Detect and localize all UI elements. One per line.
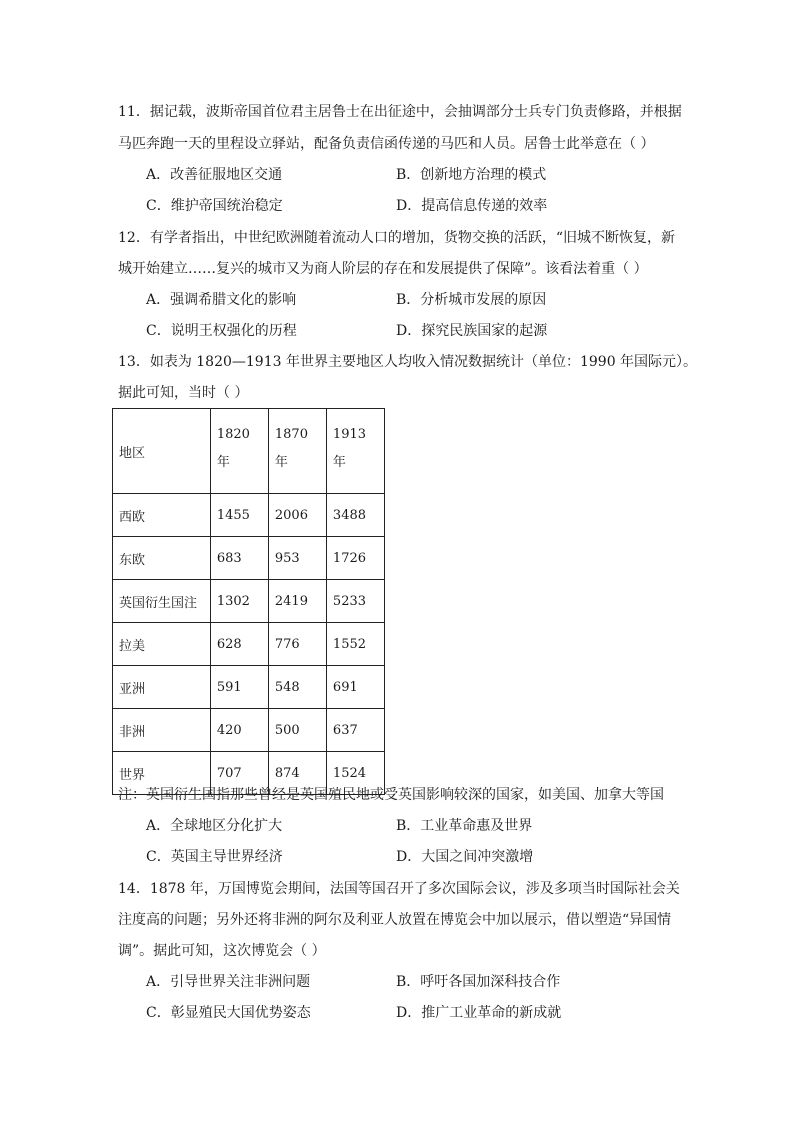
- q14-stem-line2: 注度高的问题；另外还将非洲的阿尔及利亚人放置在博览会中加以展示，借以塑造“异国情: [118, 912, 672, 928]
- header-1820: 1820 年: [210, 409, 268, 494]
- table-row: [113, 623, 385, 666]
- q11-option-d: D．提高信息传递的效率: [396, 198, 548, 214]
- cell-region: 英国衍生国注: [113, 580, 211, 623]
- cell-region: 世界: [113, 752, 211, 795]
- table-header-row: [113, 409, 385, 494]
- q12-stem-line2: 城开始建立……复兴的城市又为商人阶层的存在和发展提供了保障”。该看法着重（ ）: [118, 261, 648, 277]
- q11-option-b: B．创新地方治理的模式: [396, 167, 547, 183]
- cell-1820: 1302: [210, 580, 268, 623]
- table-row: [113, 580, 385, 623]
- q12-option-a: A．强调希腊文化的影响: [146, 292, 297, 308]
- cell-1870: 953: [268, 537, 326, 580]
- cell-1870: 500: [268, 709, 326, 752]
- cell-1870: 776: [268, 623, 326, 666]
- cell-1913: 5233: [326, 580, 384, 623]
- cell-1913: 691: [326, 666, 384, 709]
- cell-1870: 2419: [268, 580, 326, 623]
- q14-option-b: B．呼吁各国加深科技合作: [396, 974, 561, 990]
- cell-region: 西欧: [113, 494, 211, 537]
- q14-option-c: C．彰显殖民大国优势姿态: [146, 1005, 311, 1021]
- header-1870: 1870 年: [268, 409, 326, 494]
- cell-1870: 2006: [268, 494, 326, 537]
- q14-stem-line3: 调”。据此可知，这次博览会（ ）: [118, 943, 326, 959]
- q13-stem-line2: 据此可知，当时（ ）: [118, 385, 249, 401]
- table-row: [113, 666, 385, 709]
- cell-1820: 591: [210, 666, 268, 709]
- q12-stem-line1: 12．有学者指出，中世纪欧洲随着流动人口的增加，货物交换的活跃，“旧城不断恢复，新: [118, 230, 675, 246]
- cell-region: 非洲: [113, 709, 211, 752]
- q12-option-c: C．说明王权强化的历程: [146, 323, 297, 339]
- income-table: [112, 408, 385, 795]
- cell-1820: 707: [210, 752, 268, 795]
- q13-option-a: A．全球地区分化扩大: [146, 818, 283, 834]
- cell-region: 拉美: [113, 623, 211, 666]
- header-1913: 1913 年: [326, 409, 384, 494]
- q12-option-d: D．探究民族国家的起源: [396, 323, 548, 339]
- cell-1820: 1455: [210, 494, 268, 537]
- cell-1820: 420: [210, 709, 268, 752]
- q14-option-d: D．推广工业革命的新成就: [396, 1005, 562, 1021]
- q11-option-c: C．维护帝国统治稳定: [146, 198, 283, 214]
- table-row: [113, 537, 385, 580]
- cell-1820: 628: [210, 623, 268, 666]
- cell-1913: 1552: [326, 623, 384, 666]
- cell-1820: 683: [210, 537, 268, 580]
- cell-1870: 548: [268, 666, 326, 709]
- table-row: [113, 709, 385, 752]
- cell-region: 东欧: [113, 537, 211, 580]
- q14-option-a: A．引导世界关注非洲问题: [146, 974, 311, 990]
- cell-1913: 1726: [326, 537, 384, 580]
- q12-option-b: B．分析城市发展的原因: [396, 292, 547, 308]
- cell-1913: 3488: [326, 494, 384, 537]
- q13-option-c: C．英国主导世界经济: [146, 849, 283, 865]
- q13-stem-line1: 13．如表为 1820—1913 年世界主要地区人均收入情况数据统计（单位：1990 年国际元）。: [118, 354, 698, 370]
- q13-option-d: D．大国之间冲突激增: [396, 849, 534, 865]
- cell-1913: 637: [326, 709, 384, 752]
- cell-1913: 1524: [326, 752, 384, 795]
- q11-stem-line1: 11．据记载，波斯帝国首位君主居鲁士在出征途中，会抽调部分士兵专门负责修路，并根据: [118, 104, 682, 120]
- cell-1870: 874: [268, 752, 326, 795]
- table-row: [113, 494, 385, 537]
- q11-stem-line2: 马匹奔跑一天的里程设立驿站，配备负责信函传递的马匹和人员。居鲁士此举意在（ ）: [118, 136, 655, 152]
- q13-table-note: 注：英国衍生国指那些曾经是英国殖民地或受英国影响较深的国家，如美国、加拿大等国: [118, 787, 664, 803]
- q14-stem-line1: 14．1878 年，万国博览会期间，法国等国召开了多次国际会议，涉及多项当时国际社会关: [118, 881, 680, 897]
- q13-option-b: B．工业革命惠及世界: [396, 818, 533, 834]
- q11-option-a: A．改善征服地区交通: [146, 167, 283, 183]
- header-region: 地区: [113, 409, 211, 494]
- cell-region: 亚洲: [113, 666, 211, 709]
